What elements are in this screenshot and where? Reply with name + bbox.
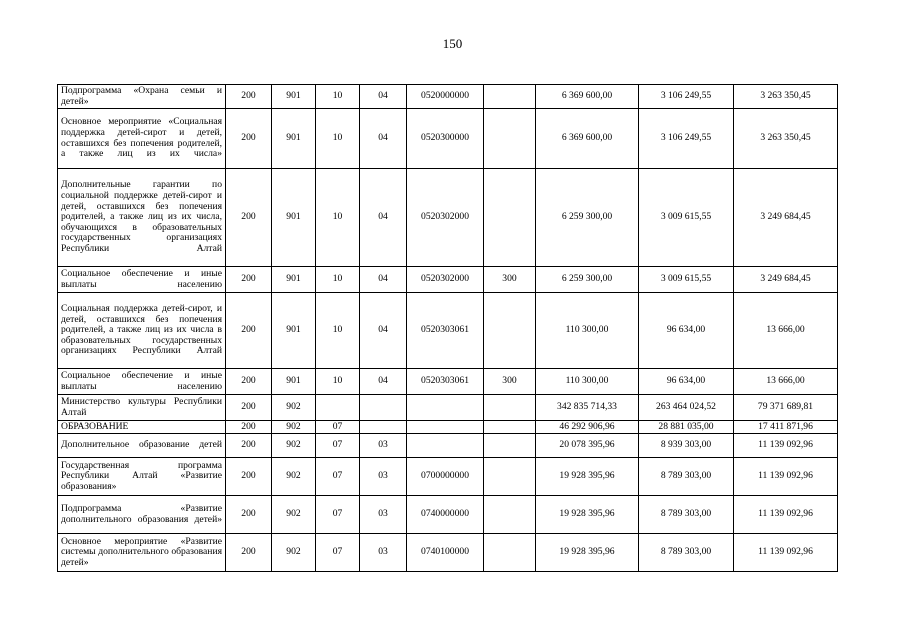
cell-code-f [484, 109, 536, 169]
cell-code-c: 07 [316, 458, 360, 496]
cell-code-e: 0740100000 [407, 534, 484, 572]
row-name: Дополнительные гарантии по социальной поддержке детей-сирот и детей, оставшихся без попечения родителей, а также лиц из их числа, обучающихся в образовательных государственных организациях Республики Алтай [58, 169, 226, 267]
cell-code-f [484, 434, 536, 458]
cell-code-b: 901 [272, 267, 316, 293]
cell-code-e: 0520302000 [407, 267, 484, 293]
cell-code-e: 0520300000 [407, 109, 484, 169]
table-row [58, 458, 838, 496]
cell-code-b: 902 [272, 421, 316, 434]
row-name: Министерство культуры Республики Алтай [58, 395, 226, 421]
cell-code-f [484, 395, 536, 421]
table-row [58, 395, 838, 421]
cell-code-e: 0700000000 [407, 458, 484, 496]
table-row [58, 369, 838, 395]
cell-code-c: 10 [316, 85, 360, 109]
cell-code-f [484, 458, 536, 496]
cell-code-c: 07 [316, 534, 360, 572]
row-name: Основное мероприятие «Развитие системы дополнительного образования детей» [58, 534, 226, 572]
budget-table-body [58, 85, 838, 572]
cell-amount-3: 3 263 350,45 [734, 109, 838, 169]
cell-code-d: 04 [360, 109, 407, 169]
cell-amount-2: 8 939 303,00 [639, 434, 734, 458]
cell-code-f [484, 496, 536, 534]
cell-amount-1: 46 292 906,96 [536, 421, 639, 434]
cell-code-f [484, 169, 536, 267]
row-name: Государственная программа Республики Алтай «Развитие образования» [58, 458, 226, 496]
cell-code-c: 07 [316, 434, 360, 458]
cell-code-e: 0520303061 [407, 369, 484, 395]
cell-code-a: 200 [226, 534, 272, 572]
cell-amount-2: 3 009 615,55 [639, 267, 734, 293]
cell-amount-1: 342 835 714,33 [536, 395, 639, 421]
cell-code-d: 04 [360, 293, 407, 369]
cell-code-b: 902 [272, 458, 316, 496]
cell-code-b: 902 [272, 434, 316, 458]
table-row [58, 267, 838, 293]
cell-code-a: 200 [226, 395, 272, 421]
cell-code-b: 902 [272, 534, 316, 572]
cell-amount-2: 28 881 035,00 [639, 421, 734, 434]
cell-amount-3: 17 411 871,96 [734, 421, 838, 434]
cell-code-c: 10 [316, 293, 360, 369]
cell-code-e: 0520000000 [407, 85, 484, 109]
cell-code-a: 200 [226, 369, 272, 395]
cell-code-b: 901 [272, 85, 316, 109]
cell-code-f [484, 421, 536, 434]
cell-amount-1: 19 928 395,96 [536, 496, 639, 534]
cell-code-a: 200 [226, 109, 272, 169]
cell-code-c: 07 [316, 496, 360, 534]
cell-amount-3: 3 263 350,45 [734, 85, 838, 109]
cell-amount-2: 8 789 303,00 [639, 458, 734, 496]
cell-code-a: 200 [226, 496, 272, 534]
table-row [58, 534, 838, 572]
cell-code-a: 200 [226, 458, 272, 496]
cell-code-f [484, 534, 536, 572]
cell-code-c: 10 [316, 169, 360, 267]
cell-code-a: 200 [226, 434, 272, 458]
cell-amount-1: 110 300,00 [536, 293, 639, 369]
cell-code-a: 200 [226, 293, 272, 369]
row-name: ОБРАЗОВАНИЕ [58, 421, 226, 434]
cell-code-d [360, 395, 407, 421]
page-number: 150 [442, 36, 463, 51]
cell-amount-3: 11 139 092,96 [734, 534, 838, 572]
cell-amount-1: 19 928 395,96 [536, 534, 639, 572]
table-row [58, 85, 838, 109]
cell-amount-1: 110 300,00 [536, 369, 639, 395]
cell-code-a: 200 [226, 169, 272, 267]
cell-code-c: 10 [316, 369, 360, 395]
cell-code-d: 04 [360, 267, 407, 293]
cell-amount-3: 13 666,00 [734, 369, 838, 395]
budget-table [57, 84, 838, 572]
row-name: Социальное обеспечение и иные выплаты населению [58, 369, 226, 395]
cell-amount-2: 3 106 249,55 [639, 109, 734, 169]
cell-amount-2: 3 106 249,55 [639, 85, 734, 109]
row-name: Социальная поддержка детей-сирот, и детей, оставшихся без попечения родителей, а также лиц из их числа в образовательных государственных организациях Республики Алтай [58, 293, 226, 369]
cell-code-d [360, 421, 407, 434]
cell-code-b: 902 [272, 496, 316, 534]
cell-code-d: 03 [360, 458, 407, 496]
cell-code-d: 04 [360, 369, 407, 395]
cell-code-b: 901 [272, 369, 316, 395]
cell-code-b: 901 [272, 169, 316, 267]
cell-amount-1: 6 369 600,00 [536, 85, 639, 109]
cell-code-c: 07 [316, 421, 360, 434]
table-row [58, 496, 838, 534]
cell-code-f [484, 85, 536, 109]
cell-code-c: 10 [316, 267, 360, 293]
cell-amount-3: 11 139 092,96 [734, 458, 838, 496]
cell-code-a: 200 [226, 267, 272, 293]
cell-amount-2: 96 634,00 [639, 293, 734, 369]
cell-amount-2: 263 464 024,52 [639, 395, 734, 421]
cell-code-e [407, 434, 484, 458]
row-name: Подпрограмма «Охрана семьи и детей» [58, 85, 226, 109]
cell-amount-2: 8 789 303,00 [639, 496, 734, 534]
cell-amount-2: 8 789 303,00 [639, 534, 734, 572]
cell-amount-3: 79 371 689,81 [734, 395, 838, 421]
cell-code-c: 10 [316, 109, 360, 169]
table-row [58, 434, 838, 458]
cell-amount-3: 11 139 092,96 [734, 434, 838, 458]
cell-code-a: 200 [226, 421, 272, 434]
cell-code-f: 300 [484, 267, 536, 293]
cell-code-e: 0520302000 [407, 169, 484, 267]
cell-amount-3: 11 139 092,96 [734, 496, 838, 534]
table-row [58, 421, 838, 434]
table-row [58, 293, 838, 369]
cell-code-e: 0520303061 [407, 293, 484, 369]
cell-amount-3: 3 249 684,45 [734, 169, 838, 267]
cell-amount-3: 3 249 684,45 [734, 267, 838, 293]
cell-amount-1: 6 259 300,00 [536, 169, 639, 267]
cell-code-d: 04 [360, 85, 407, 109]
row-name: Подпрограмма «Развитие дополнительного образования детей» [58, 496, 226, 534]
row-name: Дополнительное образование детей [58, 434, 226, 458]
cell-code-e [407, 421, 484, 434]
cell-code-c [316, 395, 360, 421]
cell-code-d: 03 [360, 534, 407, 572]
cell-code-b: 902 [272, 395, 316, 421]
cell-amount-1: 6 259 300,00 [536, 267, 639, 293]
cell-amount-1: 6 369 600,00 [536, 109, 639, 169]
row-name: Социальное обеспечение и иные выплаты населению [58, 267, 226, 293]
cell-code-f [484, 293, 536, 369]
cell-amount-3: 13 666,00 [734, 293, 838, 369]
cell-amount-2: 3 009 615,55 [639, 169, 734, 267]
cell-code-f: 300 [484, 369, 536, 395]
cell-amount-1: 20 078 395,96 [536, 434, 639, 458]
cell-amount-2: 96 634,00 [639, 369, 734, 395]
row-name: Основное мероприятие «Социальная поддержка детей-сирот и детей, оставшихся без попечения родителей, а также лиц из их числа» [58, 109, 226, 169]
cell-code-b: 901 [272, 293, 316, 369]
cell-code-d: 04 [360, 169, 407, 267]
cell-code-e [407, 395, 484, 421]
cell-code-d: 03 [360, 434, 407, 458]
table-row [58, 169, 838, 267]
cell-code-e: 0740000000 [407, 496, 484, 534]
cell-code-d: 03 [360, 496, 407, 534]
cell-code-a: 200 [226, 85, 272, 109]
cell-amount-1: 19 928 395,96 [536, 458, 639, 496]
cell-code-b: 901 [272, 109, 316, 169]
table-row [58, 109, 838, 169]
